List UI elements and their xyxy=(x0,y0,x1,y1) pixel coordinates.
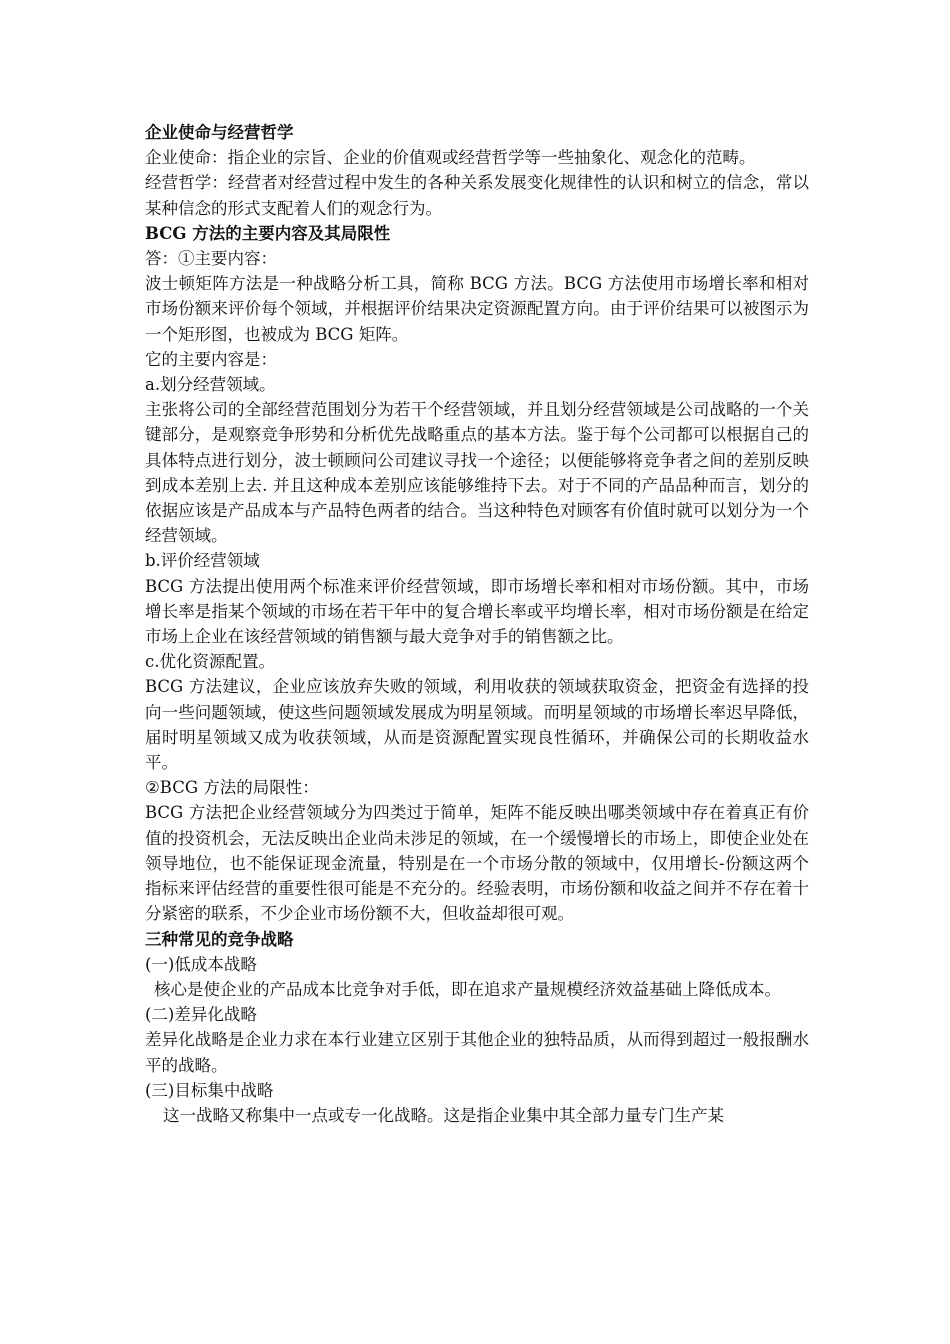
strategy-3-text: 这一战略又称集中一点或专一化战略。这是指企业集中其全部力量专门生产某 xyxy=(163,1105,724,1125)
philosophy-definition: 经营哲学：经营者对经营过程中发生的各种关系发展变化规律性的认识和树立的信念，常以某种信念的形式支配着人们的观念行为。 xyxy=(145,173,809,218)
strategy-3-title: (三)目标集中战略 xyxy=(145,1080,274,1100)
section-heading-mission: 企业使命与经营哲学 xyxy=(145,123,294,142)
bcg-intro-paragraph: 波士顿矩阵方法是一种战略分析工具，简称 BCG 方法。BCG 方法使用市场增长率和相对市场份额来评价每个领域，并根据评价结果决定资源配置方向。由于评价结果可以被图示为一个矩形图，也被成为 BCG 矩阵。 xyxy=(145,274,809,344)
bcg-limitations-text: BCG 方法把企业经营领域分为四类过于简单，矩阵不能反映出哪类领域中存在着真正有价值的投资机会，无法反映出企业尚未涉足的领域，在一个缓慢增长的市场上，即使企业处在领导地位，也不能保证现金流量，特别是在一个市场分散的领域中，仅用增长-份额这两个指标来评估经营的重要性很可能是不充分的。经验表明，市场份额和收益之间并不存在着十分紧密的联系，不少企业市场份额不大，但收益却很可观。 xyxy=(145,803,809,924)
bcg-item-a-text: 主张将公司的全部经营范围划分为若干个经营领域，并且划分经营领域是公司战略的一个关键部分，是观察竞争形势和分析优先战略重点的基本方法。鉴于每个公司都可以根据自己的具体特点进行划分，波士顿顾问公司建议寻找一个途径；以便能够将竞争者之间的差别反映到成本差别上去. 并且这种成本差别应该能够维持下去。对于不同的产品品种而言，划分的依据应该是产品成本与产品特色两者的结合。当这种特色对顾客有价值时就可以划分为一个经营领域。 xyxy=(145,400,809,546)
bcg-item-b-title: b.评价经营领域 xyxy=(145,551,260,571)
strategy-2-title: (二)差异化战略 xyxy=(145,1005,257,1025)
section-heading-bcg: BCG 方法的主要内容及其局限性 xyxy=(145,223,391,243)
bcg-limitations-title: ②BCG 方法的局限性： xyxy=(145,778,319,798)
strategy-1-title: (一)低成本战略 xyxy=(145,954,257,974)
bcg-answer-intro: 答：①主要内容： xyxy=(145,249,277,269)
bcg-item-c-title: c.优化资源配置。 xyxy=(145,652,275,672)
bcg-main-content-label: 它的主要内容是： xyxy=(145,349,277,369)
strategy-2-text: 差异化战略是企业力求在本行业建立区别于其他企业的独特品质，从而得到超过一般报酬水平的战略。 xyxy=(145,1030,809,1075)
mission-definition: 企业使命：指企业的宗旨、企业的价值观或经营哲学等一些抽象化、观念化的范畴。 xyxy=(145,148,756,168)
bcg-item-a-title: a.划分经营领域。 xyxy=(145,375,276,395)
bcg-item-c-text: BCG 方法建议，企业应该放弃失败的领域，利用收获的领域获取资金，把资金有选择的投向一些问题领域，使这些问题领域发展成为明星领域。而明星领域的市场增长率迟早降低，届时明星领域又成为收获领域，从而是资源配置实现良性循环，并确保公司的长期收益水平。 xyxy=(145,677,809,773)
document-page xyxy=(145,120,809,1128)
strategy-1-text: 核心是使企业的产品成本比竞争对手低，即在追求产量规模经济效益基础上降低成本。 xyxy=(154,979,781,999)
bcg-item-b-text: BCG 方法提出使用两个标准来评价经营领域，即市场增长率和相对市场份额。其中，市场增长率是指某个领域的市场在若干年中的复合增长率或平均增长率，相对市场份额是在给定市场上企业在该经营领域的销售额与最大竞争对手的销售额之比。 xyxy=(145,576,809,647)
section-heading-strategies: 三种常见的竞争战略 xyxy=(145,929,294,949)
